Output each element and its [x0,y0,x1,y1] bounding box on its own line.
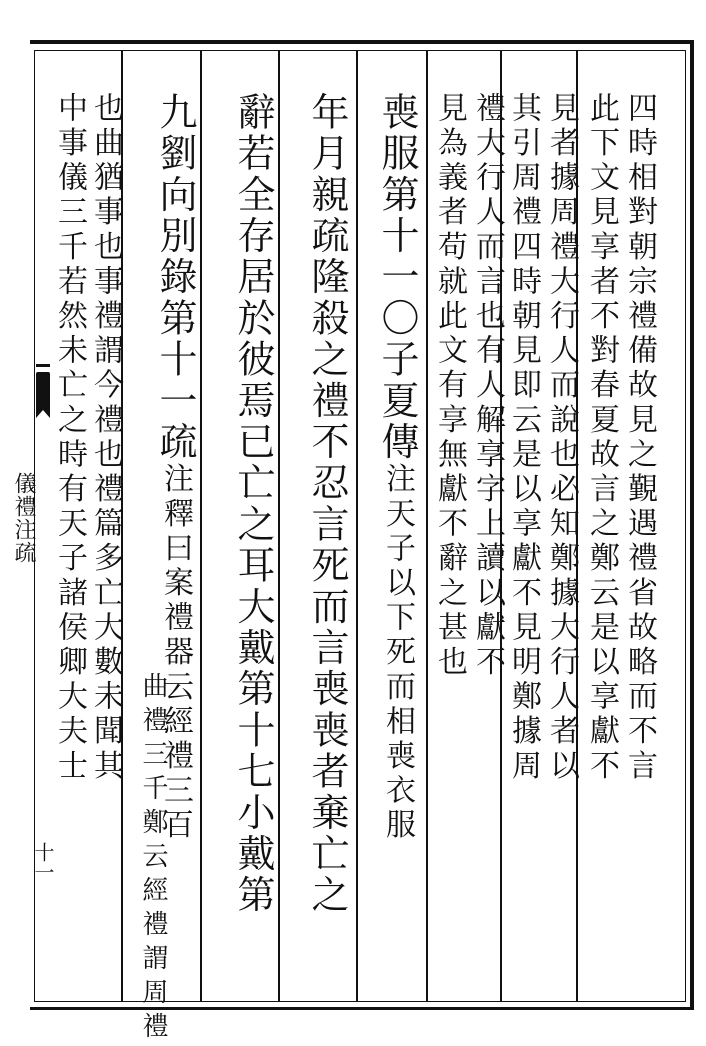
text-column: 見者據周禮大行人而說也必知鄭據大行人者以 [544,92,579,784]
text-column: 也曲猶事也事禮謂今禮也禮篇多亡大數未聞其 [88,92,123,784]
commentary-text: 注釋曰案禮器云經禮三百 [158,462,193,844]
text-column: 中事儀三千若然未亡之時有天子諸侯卿大夫士 [52,92,87,784]
commentary-column: 曲禮三千鄭云經禮謂周禮 [138,672,168,1046]
folio-number: 十一 [31,842,55,882]
text-column: 辭若全存居於彼焉已亡之耳大戴第十七小戴第 [231,92,275,916]
text-column: 年月親疏隆殺之禮不忍言死而言喪喪者棄亡之 [305,92,349,916]
book-title: 儀禮注疏 [11,472,36,564]
chapter-heading: 喪服第十一〇子夏傳 [375,92,419,463]
column-rule [278,51,280,1001]
text-column: 其引周禮四時朝見即云是以享獻不見明鄭據周 [506,92,541,784]
text-column: 禮大行人而言也有人解享字上讀以獻不 [470,92,505,681]
text-column: 四時相對朝宗禮備故見之覲遇禮省故略而不言 [622,92,657,784]
text-column: 此下文見享者不對春夏故言之鄭云是以享獻不 [584,92,619,784]
column-rule [200,51,202,1001]
fishtail-rule [36,364,50,367]
fishtail-mark-icon [36,372,50,410]
main-text: 九劉向別錄第十一 [153,92,197,422]
subcommentary-marker: 疏 [153,421,197,463]
column-rule [356,51,358,1001]
margin-strip [0,52,55,1002]
column-rule [426,51,428,1001]
commentary-text: 注天子以下死而相喪衣服 [380,462,415,844]
chapter-heading-column [366,92,419,844]
text-column: 見為義者苟就此文有享無獻不辭之甚也 [432,92,467,681]
